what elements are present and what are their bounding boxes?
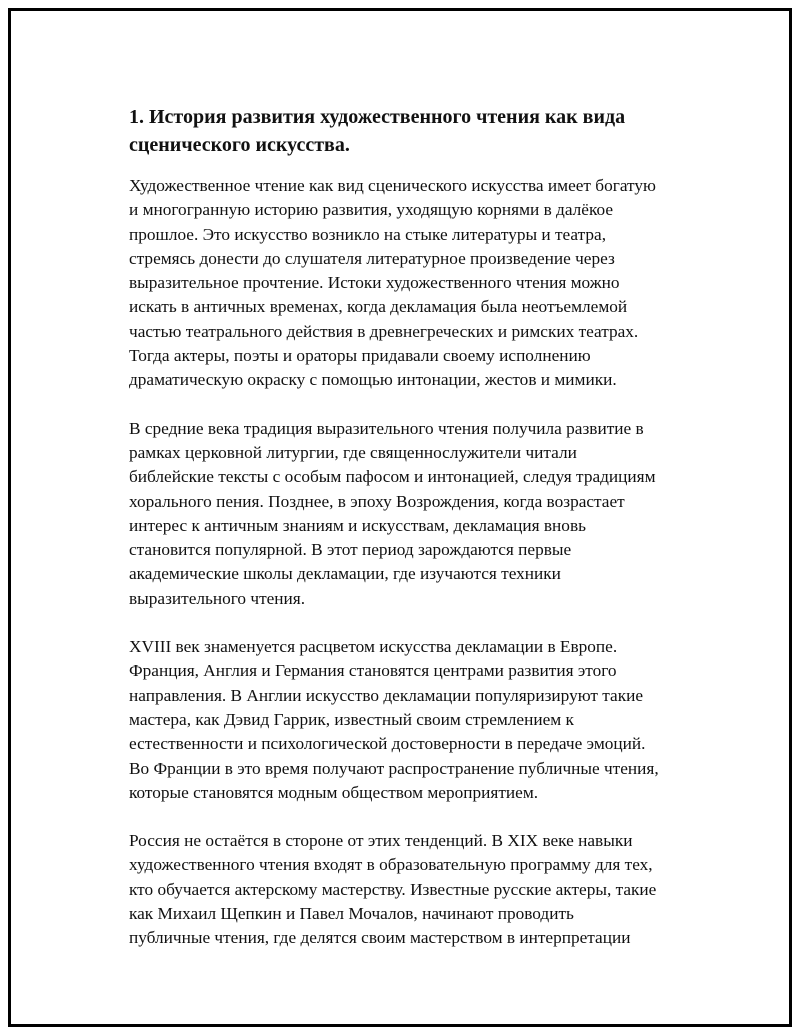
document-body (129, 103, 699, 975)
paragraph-4 (129, 829, 699, 950)
text-line: В средние века традиция выразительного чтения получила развитие в (129, 418, 644, 438)
page-frame (8, 8, 792, 1027)
text-line: Тогда актеры, поэты и ораторы придавали своему исполнению (129, 346, 591, 366)
paragraph-3 (129, 635, 699, 805)
text-line: академические школы декламации, где изучаются техники (129, 564, 561, 584)
text-line: Художественное чтение как вид сценического искусства имеет богатую (129, 176, 656, 195)
text-line: художественного чтения входят в образовательную программу для тех, (129, 855, 653, 875)
text-line: интерес к античным знаниям и искусствам, декламация вновь (129, 515, 586, 535)
text-line: прошлое. Это искусство возникло на стыке литературы и театра, (129, 224, 607, 244)
text-line: хорального пения. Позднее, в эпоху Возрождения, когда возрастает (129, 491, 625, 511)
paragraph-1 (129, 174, 699, 393)
text-line: как Михаил Щепкин и Павел Мочалов, начинают проводить (129, 904, 574, 924)
text-line: стремясь донести до слушателя литературное произведение через (129, 248, 615, 268)
text-line: искать в античных временах, когда декламация была неотъемлемой (129, 297, 628, 317)
text-line: направления. В Англии искусство декламации популяризируют такие (129, 685, 644, 705)
text-line: выразительного чтения. (129, 588, 306, 608)
text-line: публичные чтения, где делятся своим мастерством в интерпретации (129, 928, 631, 948)
text-line: библейские тексты с особым пафосом и интонацией, следуя традициям (129, 467, 656, 487)
text-line: драматическую окраску с помощью интонации, жестов и мимики. (129, 370, 617, 390)
section-heading (129, 103, 699, 159)
text-line: и многогранную историю развития, уходящую корнями в далёкое (129, 200, 614, 220)
text-line: частью театрального действия в древнегреческих и римских театрах. (129, 321, 639, 341)
text-line: мастера, как Дэвид Гаррик, известный своим стремлением к (129, 709, 574, 729)
heading-line: 1. История развития художественного чтения как вида (129, 106, 626, 128)
text-line: XVIII век знаменуется расцветом искусства декламации в Европе. (129, 637, 618, 657)
text-line: выразительное прочтение. Истоки художественного чтения можно (129, 273, 620, 293)
text-line: рамках церковной литургии, где священнослужители читали (129, 442, 577, 462)
text-line: естественности и психологической достоверности в передаче эмоций. (129, 734, 646, 754)
text-line: Во Франции в это время получают распространение публичные чтения, (129, 758, 659, 778)
text-line: кто обучается актерскому мастерству. Известные русские актеры, такие (129, 879, 657, 899)
heading-line: сценического искусства. (129, 134, 350, 156)
text-line: Франция, Англия и Германия становятся центрами развития этого (129, 661, 617, 681)
text-line: которые становятся модным обществом мероприятием. (129, 782, 539, 802)
paragraph-2 (129, 417, 699, 611)
text-line: становится популярной. В этот период зарождаются первые (129, 540, 572, 560)
text-line: Россия не остаётся в стороне от этих тенденций. В XIX веке навыки (129, 831, 633, 851)
